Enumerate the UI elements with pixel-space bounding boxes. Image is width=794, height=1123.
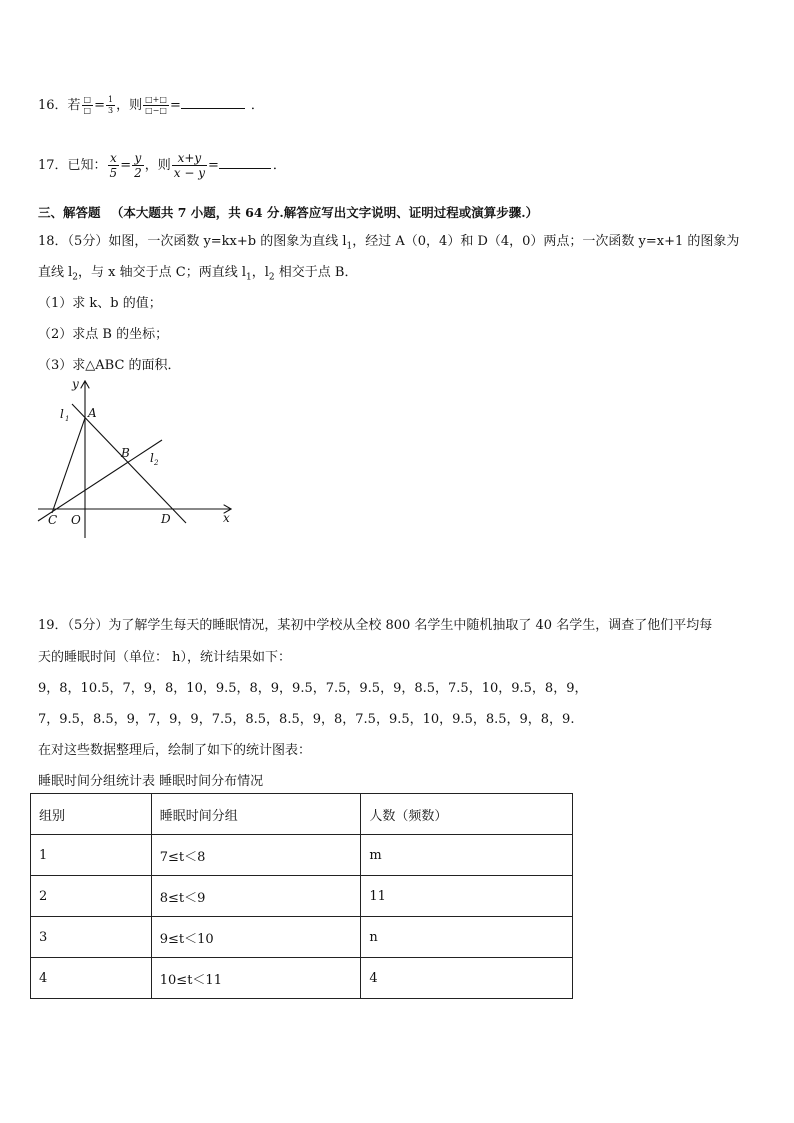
label-l1-sub: 1	[65, 415, 70, 423]
q17-frac-a-den: 5	[109, 166, 118, 180]
q16-end: ．	[250, 98, 264, 113]
q16-mid: ，则	[116, 98, 143, 113]
q17-answer-blank	[219, 155, 271, 169]
table-row	[31, 876, 573, 917]
table-cell: 4	[361, 958, 573, 999]
q18-line2-c: ，l	[251, 265, 269, 280]
q17-number: 17．已知：	[38, 158, 107, 173]
q17-eq1: =	[120, 158, 132, 173]
table-cell: 2	[31, 876, 152, 917]
table-cell: n	[361, 917, 573, 958]
label-a: A	[88, 406, 97, 420]
q18-line1-a: 18．（5分）如图，一次函数 y=kx+b 的图象为直线 l	[38, 234, 347, 249]
q18-line2-sub2: 2	[72, 272, 79, 283]
label-x-axis: x	[223, 511, 230, 525]
sleep-stats-table	[30, 793, 573, 999]
q18-line2-b: ，与 x 轴交于点 C；两直线 l	[78, 265, 246, 280]
q16-frac-c-den: □−□	[145, 106, 167, 115]
q19-data-1: 9，8，10.5，7，9，8，10，9.5，8，9，9.5，7.5，9.5，9，8.5，7.5，10，9.5，8，9，	[38, 681, 588, 696]
q16-frac-b-num: 1	[108, 95, 114, 104]
q17-frac-a-num: x	[108, 152, 120, 166]
table-cell: 4	[31, 958, 152, 999]
q19-caption: 睡眠时间分组统计表 睡眠时间分布情况	[38, 774, 264, 789]
q17-mid: ，则	[144, 158, 171, 173]
q17-fraction-c	[172, 152, 207, 179]
table-cell: 11	[361, 876, 573, 917]
label-l2-sub: 2	[154, 459, 159, 467]
q18-part-3: （3）求△ABC 的面积．	[38, 358, 181, 373]
q16-fraction-a	[82, 96, 94, 115]
label-b: B	[121, 446, 130, 460]
q18-figure	[30, 376, 250, 546]
segment-ac	[52, 418, 85, 513]
table-cell: 3	[31, 917, 152, 958]
q17-eq2: =	[207, 158, 219, 173]
label-l2: l	[150, 451, 154, 465]
section-3-title: 三、解答题	[38, 205, 101, 220]
q18-line1-sub1: 1	[346, 241, 353, 252]
table-header-cell: 人数（频数）	[361, 794, 573, 835]
q17-frac-b-den: 2	[134, 166, 142, 180]
q16-eq2: =	[169, 98, 181, 113]
q16-answer-blank	[181, 95, 245, 109]
q19-line-3: 在对这些数据整理后，绘制了如下的统计图表：	[38, 743, 312, 758]
q18-line-2	[38, 261, 357, 283]
q16-eq1: =	[94, 98, 106, 113]
q17-frac-c-den: x − y	[173, 166, 205, 180]
table-cell: 10≤t＜11	[151, 958, 361, 999]
q16-fraction-b	[106, 96, 115, 115]
label-y-axis: y	[72, 377, 79, 391]
table-row	[31, 835, 573, 876]
line-l1	[72, 404, 186, 523]
label-o: O	[71, 513, 81, 527]
table-row	[31, 917, 573, 958]
table-header-row	[31, 794, 573, 835]
q17-fraction-b	[132, 152, 144, 179]
q18-part-2: （2）求点 B 的坐标；	[38, 327, 169, 342]
q19-line-2: 天的睡眠时间（单位： h），统计结果如下：	[38, 650, 292, 665]
q18-line-1	[38, 230, 739, 252]
q16-number: 16．若	[38, 98, 81, 113]
question-16	[38, 94, 264, 115]
table-cell: 9≤t＜10	[151, 917, 361, 958]
q16-frac-c-num: □+□	[145, 95, 167, 104]
table-cell: 7≤t＜8	[151, 835, 361, 876]
q17-fraction-a	[108, 152, 120, 179]
q16-frac-b-den: 3	[108, 106, 114, 115]
section-3-desc: （本大题共 7 小题，共 64 分.解答应写出文字说明、证明过程或演算步骤.）	[110, 205, 539, 220]
table-cell: m	[361, 835, 573, 876]
q18-line2-sub3: 1	[246, 272, 252, 283]
q19-line-1: 19．（5分）为了解学生每天的睡眠情况，某初中学校从全校 800 名学生中随机抽取了 40 名学生，调查了他们平均每	[38, 618, 713, 633]
q16-fraction-c	[143, 96, 169, 115]
q16-frac-a-num: □	[83, 95, 92, 104]
q18-line2-d: 相交于点 B．	[274, 265, 358, 280]
q18-line2-sub4: 2	[268, 272, 275, 283]
label-c: C	[48, 513, 58, 527]
q18-line1-b: ，经过 A（0，4）和 D（4，0）两点；一次函数 y=x+1 的图象为	[352, 234, 740, 249]
q17-frac-c-num: x+y	[172, 152, 207, 166]
label-l1: l	[60, 407, 64, 421]
q17-end: ．	[272, 158, 286, 173]
table-cell: 8≤t＜9	[151, 876, 361, 917]
question-17	[38, 152, 286, 179]
q17-frac-b-num: y	[132, 152, 144, 166]
q16-frac-a-den: □	[83, 106, 92, 115]
table-row	[31, 958, 573, 999]
table-cell: 1	[31, 835, 152, 876]
table-header-cell: 睡眠时间分组	[151, 794, 361, 835]
q18-part-1: （1）求 k、b 的值；	[38, 296, 162, 311]
q19-data-2: 7，9.5，8.5，9，7，9，9，7.5，8.5，8.5，9，8，7.5，9.5，10，9.5，8.5，9，8，9.	[38, 712, 575, 727]
section-3-header	[38, 203, 538, 221]
q18-line2-a: 直线 l	[38, 265, 73, 280]
table-header-cell: 组别	[31, 794, 152, 835]
label-d: D	[161, 512, 171, 526]
